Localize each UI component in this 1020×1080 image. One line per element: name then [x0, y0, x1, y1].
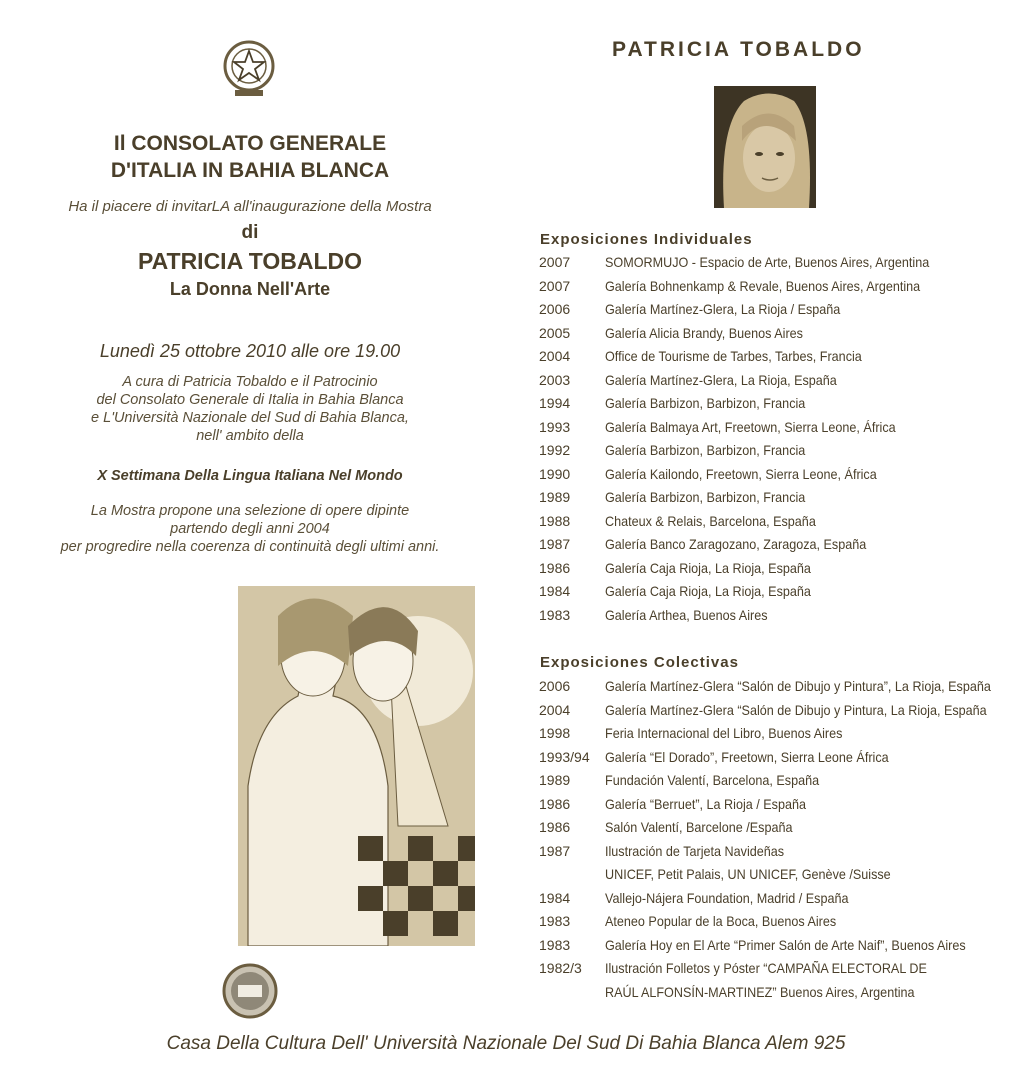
exhibition-year: 1983 — [539, 913, 571, 929]
di-text: di — [241, 222, 259, 243]
cura-line: e L'Università Nazionale del Sud di Bahia Blanca, — [91, 410, 409, 426]
exhibition-venue: Galería Arthea, Buenos Aires — [605, 606, 768, 623]
exhibition-row — [539, 984, 1009, 1008]
exhibition-venue: Galería Martínez-Glera, La Rioja, España — [605, 371, 837, 388]
heading-line2: D'ITALIA IN BAHIA BLANCA — [110, 159, 390, 182]
exhibition-venue: Galería “El Dorado”, Freetown, Sierra Leone África — [605, 748, 889, 765]
individuales-list — [539, 254, 1009, 630]
exhibition-venue: RAÚL ALFONSÍN-MARTINEZ” Buenos Aires, Argentina — [605, 983, 915, 1000]
exhibition-venue: Galería Barbizon, Barbizon, Francia — [605, 489, 806, 505]
cura-line: del Consolato Generale di Italia in Bahia Blanca — [96, 392, 404, 408]
colectivas-list — [539, 678, 1009, 1007]
exhibition-venue: Galería Kailondo, Freetown, Sierra Leone, África — [605, 465, 877, 482]
exhibition-venue: SOMORMUJO - Espacio de Arte, Buenos Aires, Argentina — [605, 254, 930, 270]
exhibition-row — [539, 819, 1009, 843]
exhibition-venue: Galería Alicia Brandy, Buenos Aires — [605, 324, 803, 341]
exhibition-row — [539, 725, 1009, 749]
mostra-line: per progredire nella coerenza di continuità degli ultimi anni. — [60, 539, 440, 555]
exhibition-row — [539, 890, 1009, 914]
exhibition-row — [539, 583, 1009, 607]
cura-line: A cura di Patricia Tobaldo e il Patrocinio — [122, 374, 378, 390]
exhibition-venue: Galería Caja Rioja, La Rioja, España — [605, 583, 811, 599]
exhibition-venue: Galería Balmaya Art, Freetown, Sierra Leone, África — [605, 418, 896, 435]
exhibition-row — [539, 536, 1009, 560]
exhibition-row — [539, 937, 1009, 961]
exhibition-venue: Galería Bohnenkamp & Revale, Buenos Aires, Argentina — [605, 277, 921, 294]
event-date: Lunedì 25 ottobre 2010 alle ore 19.00 — [99, 341, 401, 361]
exhibition-venue: Salón Valentí, Barcelone /España — [605, 819, 793, 835]
exhibition-year: 1989 — [539, 489, 571, 505]
cura-line: nell' ambito della — [196, 428, 304, 444]
mostra-description — [0, 502, 500, 556]
exhibition-row — [539, 796, 1009, 820]
exhibition-row — [539, 960, 1009, 984]
exhibition-row — [539, 489, 1009, 513]
exhibition-year: 2007 — [539, 254, 571, 270]
colectivas-heading: Exposiciones Colectivas — [540, 654, 739, 671]
invite-text: Ha il piacere di invitarLA all'inaugurazione della Mostra — [68, 198, 432, 215]
exhibition-venue: Galería Hoy en El Arte “Primer Salón de Arte Naif”, Buenos Aires — [605, 936, 966, 953]
exhibition-row — [539, 278, 1009, 302]
exhibition-year: 1993/94 — [539, 748, 590, 765]
exhibition-year: 2007 — [539, 277, 571, 294]
exhibition-row — [539, 254, 1009, 278]
exhibition-venue: Galería Martínez-Glera, La Rioja / España — [605, 301, 841, 317]
exhibition-venue: Ilustración Folletos y Póster “CAMPAÑA ELECTORAL DE — [605, 960, 927, 976]
mostra-line: partendo degli anni 2004 — [170, 521, 330, 537]
exhibition-row — [539, 395, 1009, 419]
exhibition-venue: Fundación Valentí, Barcelona, España — [605, 772, 820, 788]
exhibition-venue: Galería Caja Rioja, La Rioja, España — [605, 559, 811, 576]
exhibition-year: 1984 — [539, 889, 571, 906]
exhibition-venue: Galería Banco Zaragozano, Zaragoza, España — [605, 536, 867, 552]
artist-title: PATRICIA TOBALDO — [612, 38, 865, 61]
exhibition-venue: Feria Internacional del Libro, Buenos Aires — [605, 725, 843, 741]
exhibition-row — [539, 442, 1009, 466]
exhibition-year: 1993 — [539, 418, 571, 435]
exhibition-year: 1990 — [539, 465, 571, 482]
exhibition-venue: Vallejo-Nájera Foundation, Madrid / España — [605, 889, 849, 906]
heading-line1: Il CONSOLATO GENERALE — [113, 132, 387, 155]
exhibition-row — [539, 348, 1009, 372]
exhibition-year: 1986 — [539, 559, 571, 576]
artist-portrait — [714, 86, 816, 208]
exhibition-year: 1984 — [539, 583, 571, 599]
exhibition-venue: Galería “Berruet”, La Rioja / España — [605, 795, 807, 812]
individuales-heading: Exposiciones Individuales — [540, 231, 753, 248]
exhibition-year: 1983 — [539, 936, 571, 953]
exhibition-year: 1994 — [539, 395, 571, 411]
curator-text — [0, 373, 500, 445]
exhibition-row — [539, 466, 1009, 490]
exhibition-year: 2006 — [539, 678, 571, 694]
exhibition-year: 1986 — [539, 795, 571, 812]
exhibition-year: 2006 — [539, 301, 571, 317]
exhibition-row — [539, 419, 1009, 443]
exhibition-venue: Ilustración de Tarjeta Navideñas — [605, 842, 785, 859]
exhibition-year: 2004 — [539, 348, 571, 364]
exhibition-venue: Galería Barbizon, Barbizon, Francia — [605, 395, 806, 411]
consulate-heading — [0, 130, 500, 184]
exhibition-row — [539, 843, 1009, 867]
exhibition-row — [539, 325, 1009, 349]
italian-republic-emblem-icon — [219, 36, 279, 104]
exhibition-venue: Office de Tourisme de Tarbes, Tarbes, Francia — [605, 348, 862, 364]
exhibition-row — [539, 301, 1009, 325]
exhibition-year: 1982/3 — [539, 960, 582, 976]
exhibition-row — [539, 866, 1009, 890]
exhibition-venue: UNICEF, Petit Palais, UN UNICEF, Genève /Suisse — [605, 866, 891, 882]
exhibition-year: 1988 — [539, 512, 571, 529]
exhibition-year: 1987 — [539, 536, 571, 552]
exhibition-row — [539, 913, 1009, 937]
painting-image — [238, 586, 475, 946]
exhibition-year: 2004 — [539, 701, 571, 718]
venue-text: Casa Della Cultura Dell' Università Nazionale Del Sud Di Bahia Blanca Alem 925 — [166, 1033, 846, 1054]
exhibition-venue: Chateux & Relais, Barcelona, España — [605, 512, 816, 529]
exhibition-year: 1983 — [539, 606, 571, 623]
exhibition-row — [539, 702, 1009, 726]
exhibition-row — [539, 372, 1009, 396]
exhibition-venue: Galería Martínez-Glera “Salón de Dibujo y Pintura”, La Rioja, España — [605, 678, 991, 694]
university-medal-icon — [222, 963, 278, 1019]
exhibition-year: 2005 — [539, 324, 571, 341]
exhibition-row — [539, 560, 1009, 584]
mostra-line: La Mostra propone una selezione di opere dipinte — [90, 503, 410, 519]
settimana-title: X Settimana Della Lingua Italiana Nel Mondo — [97, 468, 403, 484]
exhibition-venue: Galería Barbizon, Barbizon, Francia — [605, 442, 806, 458]
exhibition-row — [539, 749, 1009, 773]
exhibition-row — [539, 607, 1009, 631]
exhibition-year: 1998 — [539, 725, 571, 741]
exhibition-year: 1987 — [539, 842, 571, 859]
exhibition-row — [539, 513, 1009, 537]
exhibition-year: 1989 — [539, 772, 571, 788]
exhibition-venue: Ateneo Popular de la Boca, Buenos Aires — [605, 913, 837, 929]
exhibition-year: 1986 — [539, 819, 571, 835]
exhibition-venue: Galería Martínez-Glera “Salón de Dibujo y Pintura, La Rioja, España — [605, 701, 987, 718]
exhibition-row — [539, 678, 1009, 702]
exhibition-year: 1992 — [539, 442, 571, 458]
exhibition-row — [539, 772, 1009, 796]
exhibition-year: 2003 — [539, 371, 571, 388]
artist-name: PATRICIA TOBALDO — [137, 248, 363, 274]
exhibition-title: La Donna Nell'Arte — [169, 279, 331, 299]
venue-footer — [0, 1033, 1020, 1055]
